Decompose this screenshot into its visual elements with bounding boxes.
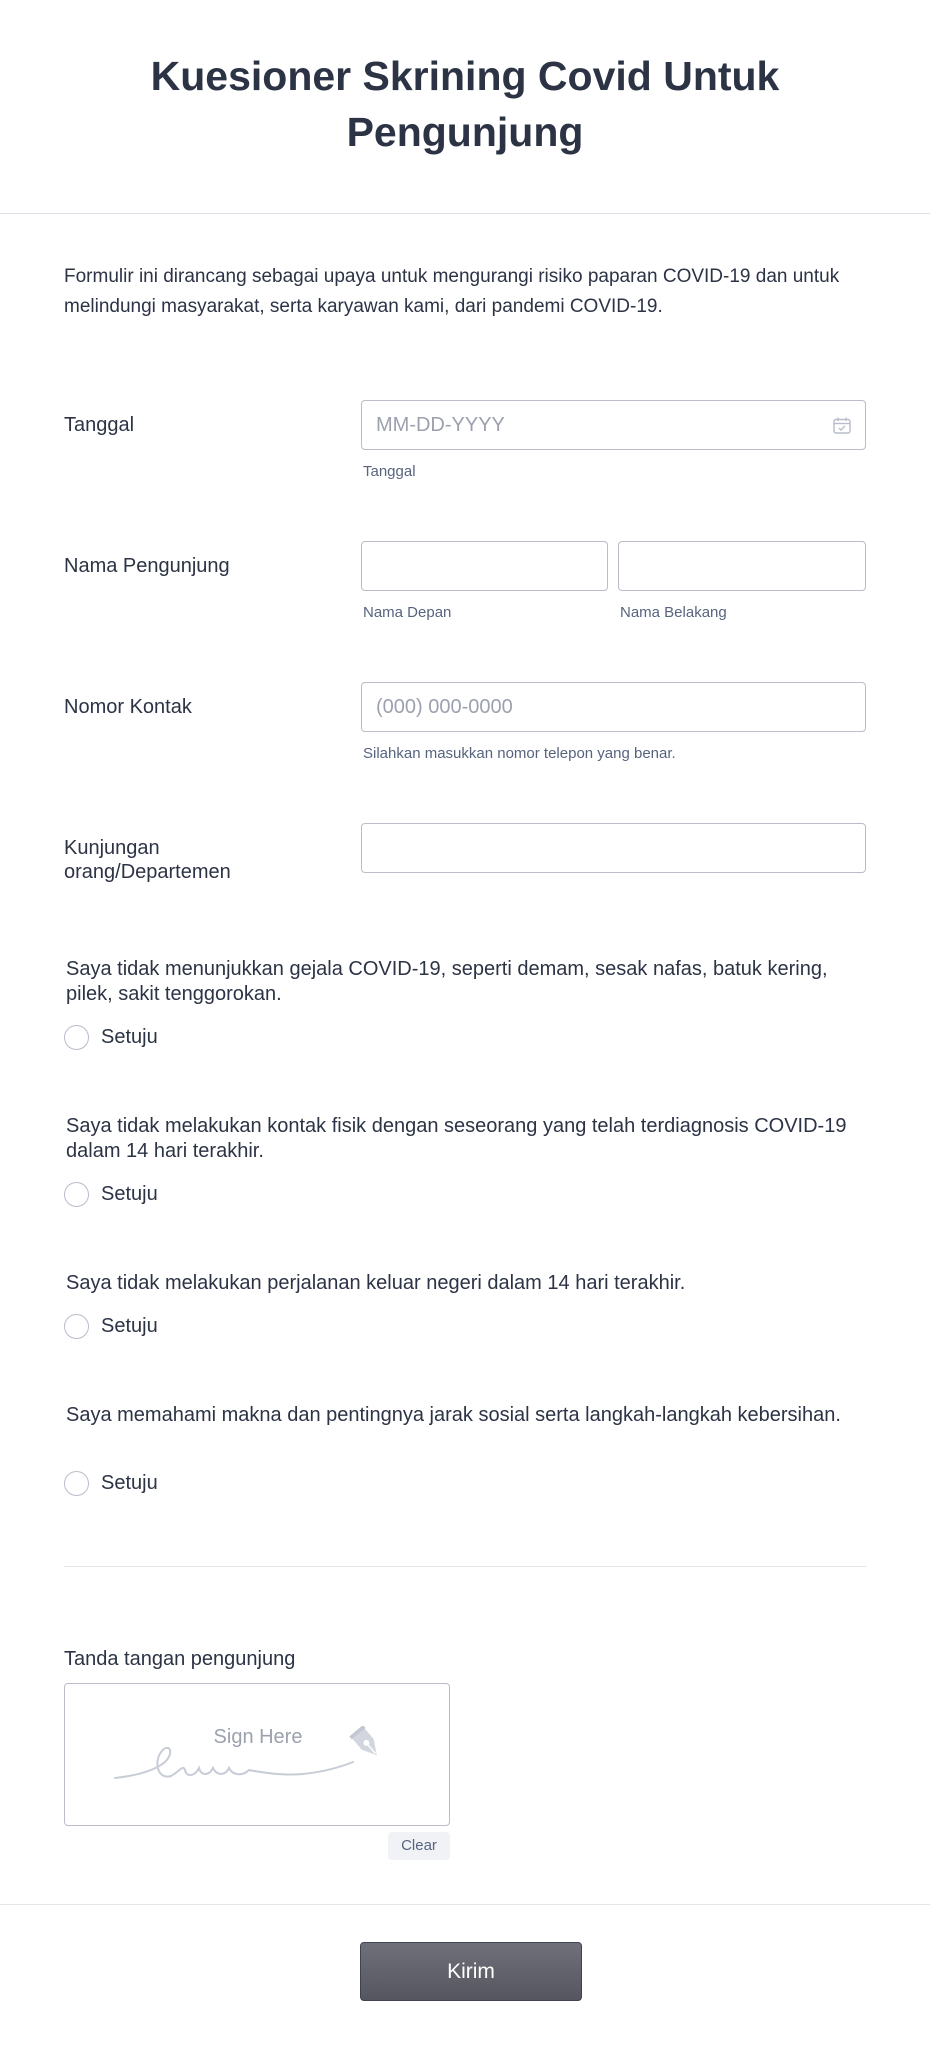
agree-radio-3[interactable]: [64, 1314, 89, 1339]
form-intro: Formulir ini dirancang sebagai upaya untuk mengurangi risiko paparan COVID-19 dan untuk melindungi masyarakat, serta karyawan kami, dari pandemi COVID-19.: [64, 266, 840, 317]
agree-radio-2[interactable]: [64, 1182, 89, 1207]
signature-pad[interactable]: [64, 1683, 450, 1826]
agree-label-2[interactable]: Setuju: [101, 1182, 158, 1205]
agree-label-1[interactable]: Setuju: [101, 1025, 158, 1048]
agree-option-3[interactable]: [64, 1313, 158, 1339]
pen-icon: [347, 1726, 391, 1766]
form-header: [0, 0, 930, 214]
last-name-input[interactable]: [618, 541, 866, 591]
first-name-input[interactable]: [361, 541, 608, 591]
form-title: Kuesioner Skrining Covid Untuk Pengunjung: [150, 53, 780, 155]
question-2: Saya tidak melakukan kontak fisik dengan seseorang yang telah terdiagnosis COVID-19 dalam 14 hari terakhir.: [66, 1115, 847, 1162]
date-input[interactable]: [361, 400, 866, 450]
phone-input[interactable]: [361, 682, 866, 732]
submit-button[interactable]: Kirim: [360, 1942, 582, 2001]
question-4: Saya memahami makna dan pentingnya jarak sosial serta langkah-langkah kebersihan.: [66, 1404, 841, 1426]
last-name-sublabel: Nama Belakang: [620, 604, 727, 621]
phone-placeholder: (000) 000-0000: [376, 695, 513, 718]
agree-option-2[interactable]: [64, 1181, 158, 1207]
date-sublabel: Tanggal: [363, 463, 416, 480]
name-label: Nama Pengunjung: [64, 555, 230, 577]
agree-label-4[interactable]: Setuju: [101, 1471, 158, 1494]
agree-label-3[interactable]: Setuju: [101, 1314, 158, 1337]
visit-input[interactable]: [361, 823, 866, 873]
question-3: Saya tidak melakukan perjalanan keluar negeri dalam 14 hari terakhir.: [66, 1272, 686, 1294]
date-label: Tanggal: [64, 414, 135, 436]
agree-option-1[interactable]: [64, 1024, 158, 1050]
signature-placeholder: Sign Here: [213, 1726, 303, 1748]
calendar-icon[interactable]: [833, 417, 851, 434]
clear-signature-button[interactable]: Clear: [388, 1832, 450, 1860]
agree-option-4[interactable]: [64, 1470, 158, 1496]
section-divider: [64, 1566, 866, 1567]
signature-label: Tanda tangan pengunjung: [64, 1648, 296, 1670]
phone-label: Nomor Kontak: [64, 696, 192, 718]
date-placeholder: MM-DD-YYYY: [376, 413, 505, 436]
first-name-sublabel: Nama Depan: [363, 604, 452, 621]
question-1: Saya tidak menunjukkan gejala COVID-19, seperti demam, sesak nafas, batuk kering, pilek, sakit tenggorokan.: [66, 958, 828, 1005]
agree-radio-4[interactable]: [64, 1471, 89, 1496]
agree-radio-1[interactable]: [64, 1025, 89, 1050]
phone-sublabel: Silahkan masukkan nomor telepon yang benar.: [363, 745, 676, 762]
visit-label: Kunjungan orang/Departemen: [64, 837, 231, 883]
